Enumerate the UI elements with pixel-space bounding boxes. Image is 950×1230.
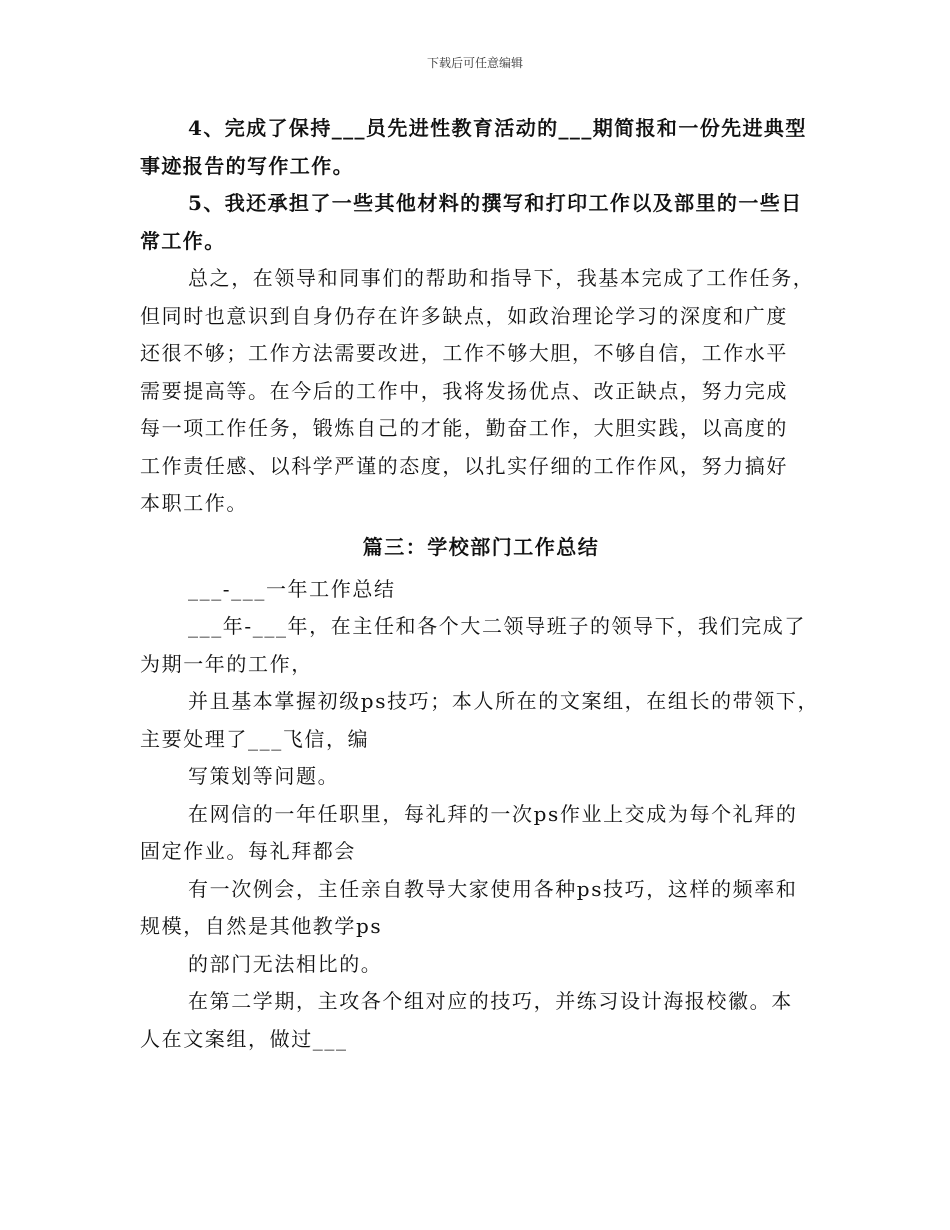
summary-line: 总之，在领导和同事们的帮助和指导下，我基本完成了工作任务， <box>188 266 815 290</box>
summary-line: 需要提高等。在今后的工作中，我将发扬优点、改正缺点，努力完成 <box>140 378 788 403</box>
para3: 写策划等问题。 <box>188 764 340 788</box>
summary-line: 每一项工作任务，锻炼自己的才能，勤奋工作，大胆实践，以高度的 <box>140 416 788 440</box>
summary-line: 工作责任感、以科学严谨的态度，以扎实仔细的工作作风，努力搞好 <box>140 453 788 478</box>
para2-line2: 主要处理了___飞信，编 <box>140 726 370 751</box>
para2-line1: 并且基本掌握初级ps技巧；本人所在的文案组，在组长的带领下， <box>188 689 820 713</box>
header-note: 下载后可任意编辑 <box>426 56 523 70</box>
item5-line2: 常工作。 <box>140 228 226 253</box>
para4-line2: 固定作业。每礼拜都会 <box>140 839 356 863</box>
para6: 的部门无法相比的。 <box>188 951 383 976</box>
para1-line1: ___年-___年，在主任和各个大二领导班子的领导下，我们完成了 <box>188 614 806 638</box>
para7-line2: 人在文案组，做过___ <box>140 1026 348 1051</box>
document-body <box>140 110 820 1058</box>
para5-line1: 有一次例会，主任亲自教导大家使用各种ps技巧，这样的频率和 <box>188 876 798 901</box>
summary-line: 本职工作。 <box>140 491 248 515</box>
summary-line: 但同时也意识到自身仍存在许多缺点，如政治理论学习的深度和广度 <box>140 303 788 328</box>
year-title: ___-___一年工作总结 <box>188 576 396 601</box>
summary-line: 还很不够；工作方法需要改进，工作不够大胆，不够自信，工作水平 <box>140 341 788 365</box>
item4-line2: 事迹报告的写作工作。 <box>140 153 354 178</box>
item5-line1: 5、我还承担了一些其他材料的撰写和打印工作以及部里的一些日 <box>188 191 803 215</box>
para1-line2: 为期一年的工作， <box>140 651 313 676</box>
item4-line1: 4、完成了保持___员先进性教育活动的___期简报和一份先进典型 <box>188 116 807 140</box>
para7-line1: 在第二学期，主攻各个组对应的技巧，并练习设计海报校徽。本 <box>188 989 793 1013</box>
para4-line1: 在网信的一年任职里，每礼拜的一次ps作业上交成为每个礼拜的 <box>188 801 798 826</box>
section-title: 篇三：学校部门工作总结 <box>362 534 600 559</box>
para5-line2: 规模，自然是其他教学ps <box>140 914 383 938</box>
